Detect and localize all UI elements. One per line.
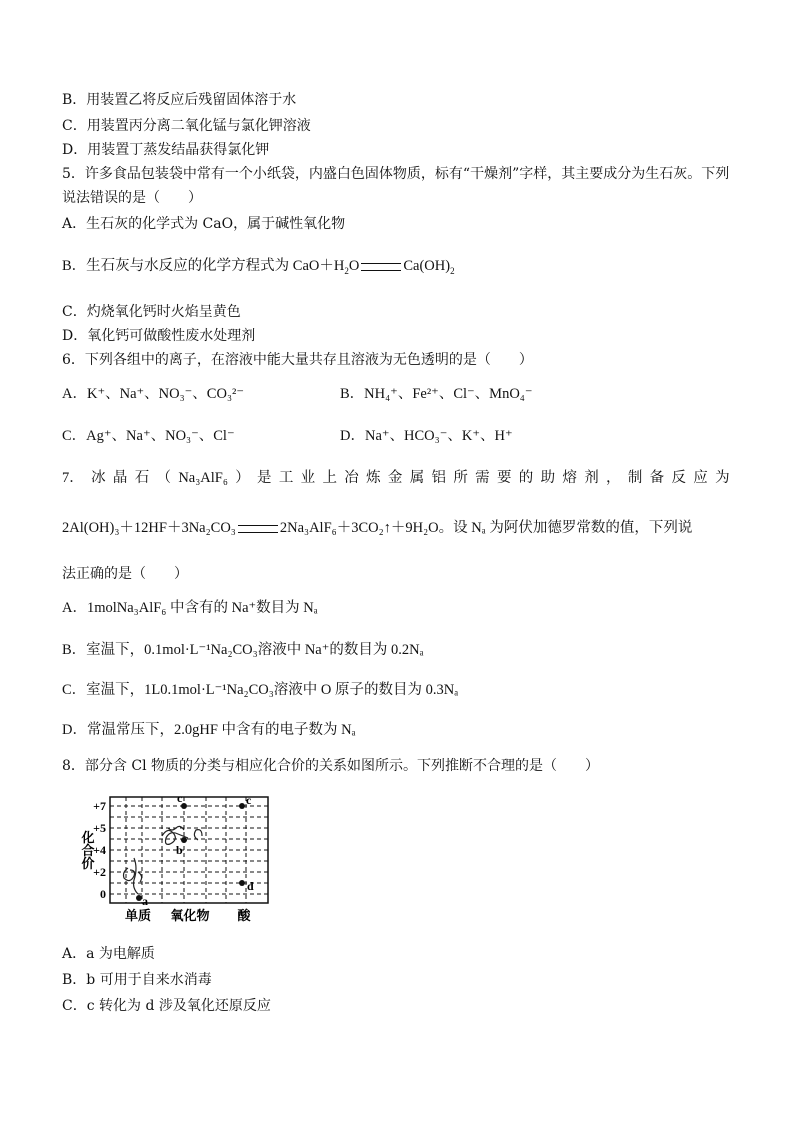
q7-stem-word: 冰 (91, 470, 106, 486)
q7-stem-word: 石 (134, 470, 150, 486)
q5-option-b (62, 256, 455, 276)
valence-class-figure (76, 792, 276, 924)
q7-stem-word: （ (156, 470, 171, 486)
q7-stem-word: 是 (257, 470, 272, 486)
q8-option-b: B．b 可用于自来水消毒 (62, 972, 212, 988)
equals-sign-icon (361, 263, 401, 271)
q6-option-d: D．Na⁺、HCO₃⁻、K⁺、H⁺ (340, 428, 513, 444)
q7-stem-word: 上 (322, 470, 337, 486)
q7-stem-word: 需 (475, 470, 490, 486)
handwritten-marks (124, 826, 203, 894)
data-points (136, 803, 245, 901)
q7-option-c: C．室温下，1L0.1mol·L⁻¹Na₂CO₃溶液中 O 原子的数目为 0.3Nₐ (62, 682, 459, 698)
x-tick-oxide: 氧化物 (170, 909, 210, 924)
q7-stem-word: 反 (671, 470, 686, 486)
q8-stem: 8．部分含 Cl 物质的分类与相应化合价的关系如图所示。下列推断不合理的是（ ） (62, 758, 599, 774)
x-tick-acid: 酸 (237, 909, 251, 924)
q7-equation-tail: 。设 Nₐ 为阿伏加德罗常数的值，下列说 (438, 520, 693, 536)
q7-equation-right: 2Na₃AlF₆＋3CO₂↑＋9H₂O (279, 520, 439, 536)
valence-class-diagram (76, 792, 276, 924)
q7-stem-word: ） (235, 470, 250, 486)
x-tick-elemental: 单质 (124, 909, 152, 924)
equals-sign-icon (238, 525, 278, 533)
q4-option-c: C．用装置丙分离二氧化锰与氯化钾溶液 (62, 118, 311, 134)
y-tick-0: 0 (100, 887, 106, 901)
point-label-d: d (247, 879, 254, 893)
q7-stem-word: 业 (300, 470, 316, 486)
q7-equation-left: 2Al(OH)₃＋12HF＋3Na₂CO₃ (62, 520, 236, 536)
q5-equation-right: $Ca(OH)_2$ (403, 258, 455, 276)
q7-stem-word: 金 (387, 470, 403, 486)
q6-option-b: B．NH₄⁺、Fe²⁺、Cl⁻、MnO₄⁻ (340, 386, 533, 402)
q8-option-c: C．c 转化为 d 涉及氧化还原反应 (62, 998, 271, 1014)
q7-equation-line (62, 518, 692, 538)
q7-option-b: B．室温下，0.1mol·L⁻¹Na₂CO₃溶液中 Na⁺的数目为 0.2Nₐ (62, 642, 424, 658)
q7-stem-line1 (62, 468, 730, 488)
y-tick-plus5: +5 (93, 821, 106, 835)
q7-stem-word: 炼 (366, 470, 381, 486)
q7-stem-word: 制 (627, 470, 643, 486)
q7-stem-word: 剂 (584, 470, 599, 486)
q7-stem-word: 应 (693, 470, 708, 486)
point-label-b: b (176, 843, 183, 857)
q5-stem-line1: 5．许多食品包装袋中常有一个小纸袋，内盛白色固体物质，标有“干燥剂”字样，其主要成分为生石灰。下列 (62, 166, 730, 182)
q7-stem-word: 所 (453, 470, 468, 486)
q5-option-b-text: B．生石灰与水反应的化学方程式为 (62, 258, 290, 274)
q8-option-a: A．a 为电解质 (62, 946, 155, 962)
q7-stem-word: 的 (518, 470, 534, 486)
point-d (239, 880, 245, 886)
point-label-c2: c (246, 793, 252, 807)
q7-stem-word: ， (606, 470, 621, 486)
y-tick-plus7: +7 (93, 799, 106, 813)
q7-stem-word: 备 (649, 470, 665, 486)
q6-option-c: C．Ag⁺、Na⁺、NO₃⁻、Cl⁻ (62, 428, 235, 444)
q7-stem-word: Na₃AlF₆ (178, 470, 228, 486)
q7-stem-word: 熔 (562, 470, 577, 486)
point-label-a: a (142, 894, 148, 908)
q7-stem-word: 要 (496, 470, 512, 486)
q6-option-a: A．K⁺、Na⁺、NO₃⁻、CO₃²⁻ (62, 386, 245, 402)
q4-option-b: B．用装置乙将反应后残留固体溶于水 (62, 92, 297, 108)
point-label-c1: c (177, 792, 183, 805)
q7-stem-end: 法正确的是（ ） (62, 566, 188, 582)
q6-stem: 6．下列各组中的离子，在溶液中能大量共存且溶液为无色透明的是（ ） (62, 352, 533, 368)
q7-stem-word: 冶 (344, 470, 359, 486)
q7-stem-word: 助 (540, 470, 556, 486)
y-tick-plus2: +2 (93, 865, 106, 879)
q5-option-a: A．生石灰的化学式为 CaO，属于碱性氧化物 (62, 216, 346, 232)
q7-stem-word: 工 (278, 470, 294, 486)
q4-option-d: D．用装置丁蒸发结晶获得氯化钾 (62, 142, 270, 158)
q5-stem-line2: 说法错误的是（ ） (62, 190, 202, 206)
q5-equation-left: $CaO+H_2O$ (292, 258, 360, 276)
q7-stem-word: 为 (715, 470, 730, 486)
q5-option-d: D．氧化钙可做酸性废水处理剂 (62, 328, 256, 344)
q5-option-c: C．灼烧氧化钙时火焰呈黄色 (62, 304, 241, 320)
q7-stem-word: 属 (409, 470, 425, 486)
point-c-acid (239, 803, 245, 809)
grid-vertical (126, 797, 246, 903)
y-tick-plus4: +4 (93, 843, 106, 857)
q7-stem-word: 铝 (431, 470, 447, 486)
q7-stem-word: 晶 (112, 470, 128, 486)
q7-option-d: D．常温常压下，2.0gHF 中含有的电子数为 Nₐ (62, 722, 356, 738)
q7-option-a: A．1molNa₃AlF₆ 中含有的 Na⁺数目为 Nₐ (62, 600, 318, 616)
y-axis-label: 化合价 (78, 830, 94, 870)
q7-stem-word: 7． (62, 470, 84, 486)
